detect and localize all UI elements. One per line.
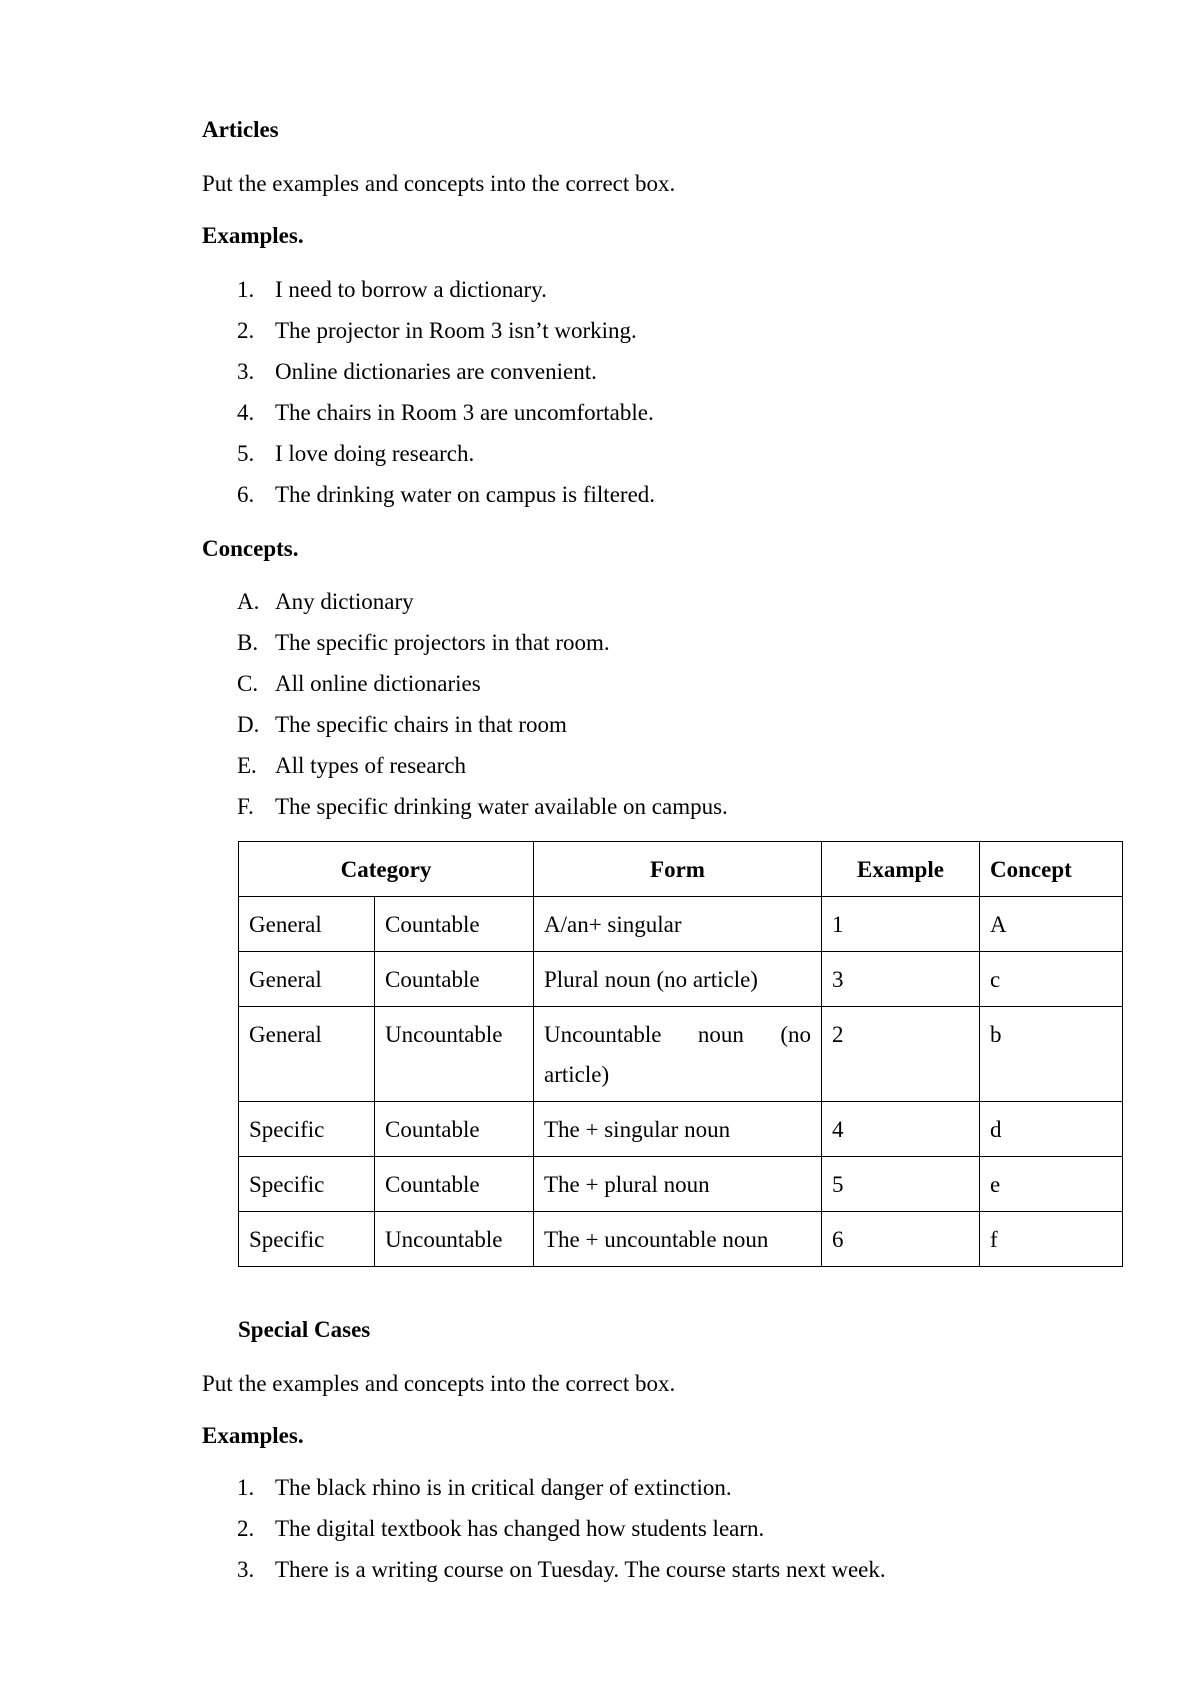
- table-row: [239, 897, 1123, 952]
- cell-noun-kind: Countable: [375, 1157, 534, 1212]
- column-header-category: Category: [239, 842, 534, 897]
- cell-example: 5: [822, 1157, 980, 1212]
- cell-type: General: [239, 1007, 375, 1102]
- cell-form: Uncountable noun (no article): [534, 1007, 822, 1102]
- cell-type: General: [239, 952, 375, 1007]
- cell-example: 2: [822, 1007, 980, 1102]
- cell-example: 1: [822, 897, 980, 952]
- cell-noun-kind: Uncountable: [375, 1007, 534, 1102]
- concepts-heading: Concepts.: [202, 536, 299, 561]
- column-header-example: Example: [822, 842, 980, 897]
- column-header-form: Form: [534, 842, 822, 897]
- examples-heading: Examples.: [202, 223, 304, 248]
- cell-noun-kind: Countable: [375, 1102, 534, 1157]
- document-page: Articles Put the examples and concepts into the correct box. Examples. 1. I need to borrow a dictionary. 2. The projector in Room 3 isn’t working. 3. Online dictionaries are convenient. 4. The chairs in Room 3 are uncomfortable. 5. I love doing research. 6. The drinking water on campus is filtered. Concepts. A. Any dictionary B. The specific projectors in that room. C. All online dictionaries D. The specific chairs in that room E. All types of research F. The specific drinking water available on campus. Category Form Example Concept General Countable A/an+ singular 1 A General Countable Plural noun (no article) 3 c General Uncountable Uncountable noun (no article) 2 b Specific Countable The + singular noun 4 d Specific Countable The + plural noun 5 e Specific Uncountable The + uncountable noun 6 f Special Cases Put the examples and concepts into the correct box. Examples. 1. The black rhino is in critical danger of extinction. 2. The digital textbook has changed how students learn. 3. There is a writing course on Tuesday. The course starts next week.: [0, 0, 1200, 1696]
- table-row: [239, 1157, 1123, 1212]
- table-header-row: [239, 842, 1123, 897]
- instruction: Put the examples and concepts into the correct box.: [202, 1371, 676, 1396]
- cell-type: General: [239, 897, 375, 952]
- table-row: [239, 1212, 1123, 1267]
- cell-concept: d: [980, 1102, 1123, 1157]
- cell-noun-kind: Countable: [375, 897, 534, 952]
- cell-type: Specific: [239, 1157, 375, 1212]
- table-row: [239, 952, 1123, 1007]
- cell-form: Plural noun (no article): [534, 952, 822, 1007]
- cell-form: The + uncountable noun: [534, 1212, 822, 1267]
- cell-concept: b: [980, 1007, 1123, 1102]
- cell-concept: A: [980, 897, 1123, 952]
- section-title: Articles: [202, 117, 279, 142]
- cell-type: Specific: [239, 1102, 375, 1157]
- cell-concept: e: [980, 1157, 1123, 1212]
- table-row: [239, 1007, 1123, 1102]
- articles-table: [238, 841, 1123, 1267]
- cell-noun-kind: Uncountable: [375, 1212, 534, 1267]
- cell-example: 6: [822, 1212, 980, 1267]
- cell-form: The + singular noun: [534, 1102, 822, 1157]
- column-header-concept: Concept: [980, 842, 1123, 897]
- cell-form: The + plural noun: [534, 1157, 822, 1212]
- cell-example: 4: [822, 1102, 980, 1157]
- section-title: Special Cases: [238, 1317, 371, 1342]
- table-row: [239, 1102, 1123, 1157]
- cell-noun-kind: Countable: [375, 952, 534, 1007]
- cell-concept: f: [980, 1212, 1123, 1267]
- cell-example: 3: [822, 952, 980, 1007]
- cell-form: A/an+ singular: [534, 897, 822, 952]
- cell-type: Specific: [239, 1212, 375, 1267]
- examples-heading: Examples.: [202, 1423, 304, 1448]
- instruction: Put the examples and concepts into the correct box.: [202, 171, 676, 196]
- cell-concept: c: [980, 952, 1123, 1007]
